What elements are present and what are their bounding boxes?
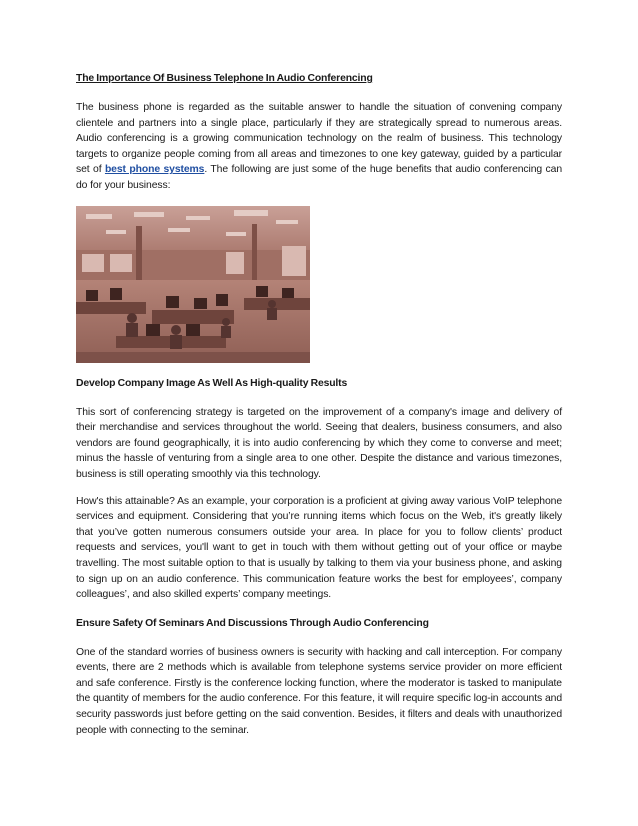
- section2-paragraph-1: One of the standard worries of business owners is security with hacking and call interception. For company events, there are 2 methods which is available from telephone systems service provider on more efficient and safe conference. Firstly is the conference locking function, where the moderator is tasked to manipulate the quantity of members for the audio conference. For this feature, it will require specific log-in accounts and security passwords just before getting on the said convention. Besides, it filters and deals with unauthorized people with connecting to the seminar.: [76, 646, 562, 736]
- office-call-center-photo: [76, 206, 310, 363]
- intro-text-before-link: The business phone is regarded as the suitable answer to handle the situation of convening company clientele and partners into a single place, particularly if they are strategically spread to numerous areas. Audio conferencing is a growing communication technology on the realm of business. This technology targets to organize people coming from all areas and timezones to one key gateway, guided by a particular set of: [76, 102, 562, 176]
- best-phone-systems-link[interactable]: best phone systems: [104, 164, 205, 176]
- section1-paragraph-2: How's this attainable? As an example, your corporation is a proficient at giving away various VoIP telephone services and equipment. Considering that you’re running items which focus on the Web, it's greatly likely that you’ve gotten numerous consumers outside your area. In place for you to follow clients’ product requests and services, you'll want to get in touch with them without getting out of your office or maybe travelling. The most suitable option to that is usually by talking to them via your business phone, and asking to sign up on an audio conference. This communication feature works the best for employees’, company colleagues’, and also skilled experts’ company meetings.: [76, 495, 562, 601]
- section1-paragraph-1: This sort of conferencing strategy is targeted on the improvement of a company's image and delivery of their merchandise and services throughout the world. Seeing that dealers, business consumers, and also vendors are found geographically, it is into audio conferencing by which they come to converse and meet; minus the hassle of venturing from a single area to one other. Despite the distance and various timezones, business is still operating smoothly via this technology.: [76, 406, 562, 480]
- section1-heading: Develop Company Image As Well As High-quality Results: [76, 377, 348, 389]
- document-title: The Importance Of Business Telephone In Audio Conferencing: [76, 73, 373, 84]
- intro-paragraph: [76, 100, 562, 194]
- intro-text-after-link: . The following are just some of the huge benefits that audio conferencing can do for your business:: [76, 164, 562, 191]
- section2-heading: Ensure Safety Of Seminars And Discussions Through Audio Conferencing: [76, 617, 429, 629]
- document-content: [76, 72, 562, 738]
